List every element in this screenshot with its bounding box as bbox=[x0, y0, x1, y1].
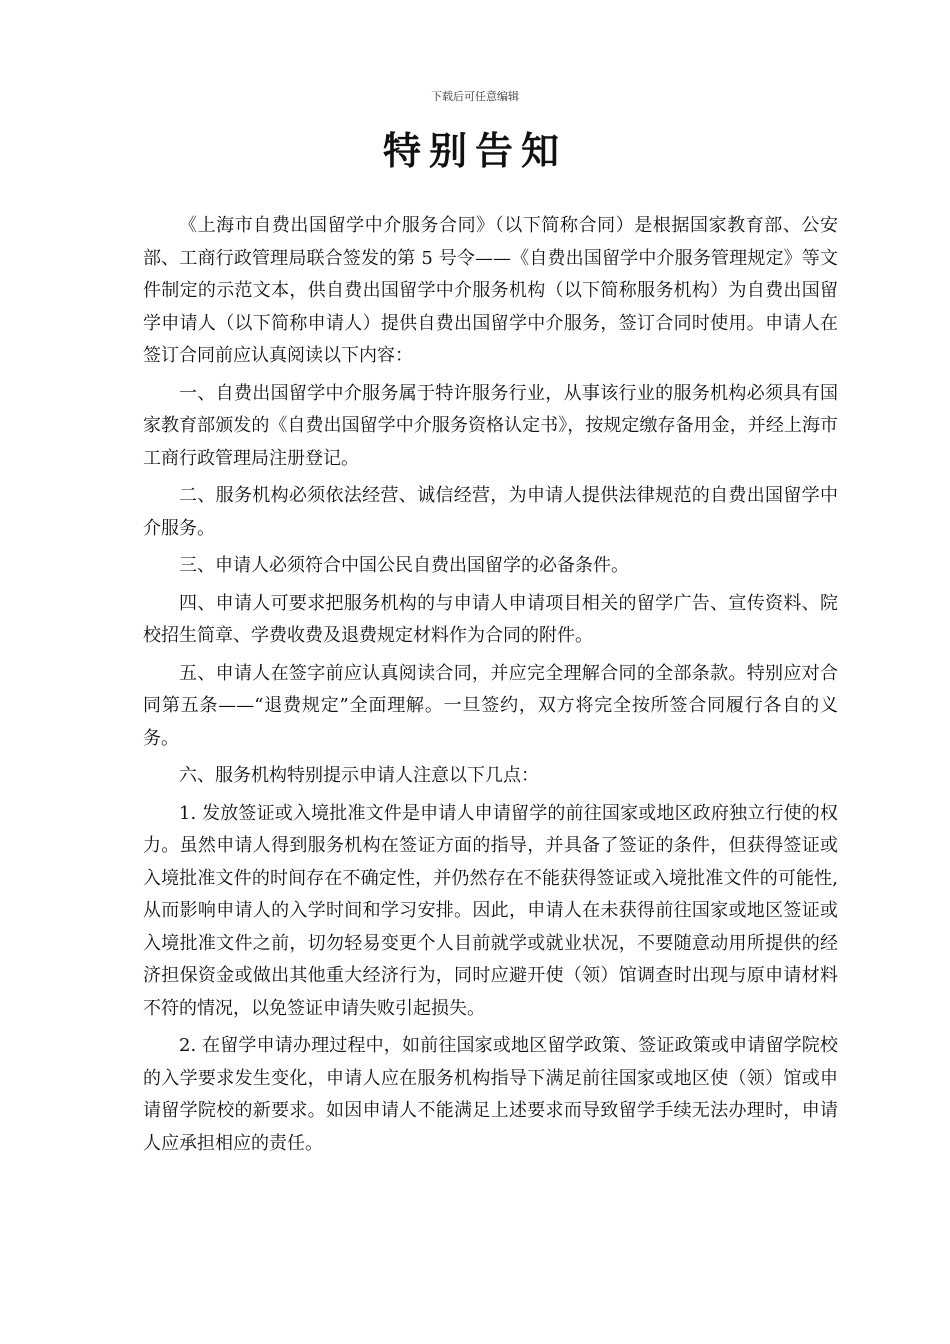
document-title: 特别告知 bbox=[382, 128, 567, 173]
paragraph-subitem-1: 1. 发放签证或入境批准文件是申请人申请留学的前往国家或地区政府独立行使的权力。虽然申请人得到服务机构在签证方面的指导，并具备了签证的条件，但获得签证或入境批准文件的时间存在不确定性，并仍然存在不能获得签证或入境批准文件的可能性, 从而影响申请人的入学时间和学习安排。因此，申请人在未获得前往国家或地区签证或入境批准文件之前，切勿轻易变更个人目前就学或就业状况，不要随意动用所提供的经济担保资金或做出其他重大经济行为，同时应避开使（领）馆调查时出现与原申请材料不符的情况，以免签证申请失败引起损失。 bbox=[143, 802, 838, 1019]
paragraph-subitem-2: 2. 在留学申请办理过程中，如前往国家或地区留学政策、签证政策或申请留学院校的入学要求发生变化，申请人应在服务机构指导下满足前往国家或地区使（领）馆或申请留学院校的新要求。如因申请人不能满足上述要求而导致留学手续无法办理时，申请人应承担相应的责任。 bbox=[143, 1035, 838, 1154]
paragraph-item-3: 三、申请人必须符合中国公民自费出国留学的必备条件。 bbox=[179, 555, 629, 576]
document-body bbox=[143, 210, 838, 1165]
paragraph-intro: 《上海市自费出国留学中介服务合同》（以下简称合同）是根据国家教育部、公安部、工商行政管理局联合签发的第 5 号令——《自费出国留学中介服务管理规定》等文件制定的示范文本，供自费出国留学中介服务机构（以下简称服务机构）为自费出国留学申请人（以下简称申请人）提供自费出国留学中介服务，签订合同时使用。申请人在签订合同前应认真阅读以下内容： bbox=[143, 215, 838, 366]
paragraph-item-5: 五、申请人在签字前应认真阅读合同，并应完全理解合同的全部条款。特别应对合同第五条——“退费规定”全面理解。一旦签约，双方将完全按所签合同履行各自的义务。 bbox=[143, 662, 838, 749]
paragraph-item-1: 一、自费出国留学中介服务属于特许服务行业，从事该行业的服务机构必须具有国家教育部颁发的《自费出国留学中介服务资格认定书》，按规定缴存备用金，并经上海市工商行政管理局注册登记。 bbox=[143, 382, 838, 469]
paragraph-item-6: 六、服务机构特别提示申请人注意以下几点： bbox=[179, 765, 539, 786]
paragraph-item-2: 二、服务机构必须依法经营、诚信经营，为申请人提供法律规范的自费出国留学中介服务。 bbox=[143, 485, 838, 539]
paragraph-item-4: 四、申请人可要求把服务机构的与申请人申请项目相关的留学广告、宣传资料、院校招生简章、学费收费及退费规定材料作为合同的附件。 bbox=[143, 592, 838, 646]
header-note: 下载后可任意编辑 bbox=[431, 90, 519, 103]
